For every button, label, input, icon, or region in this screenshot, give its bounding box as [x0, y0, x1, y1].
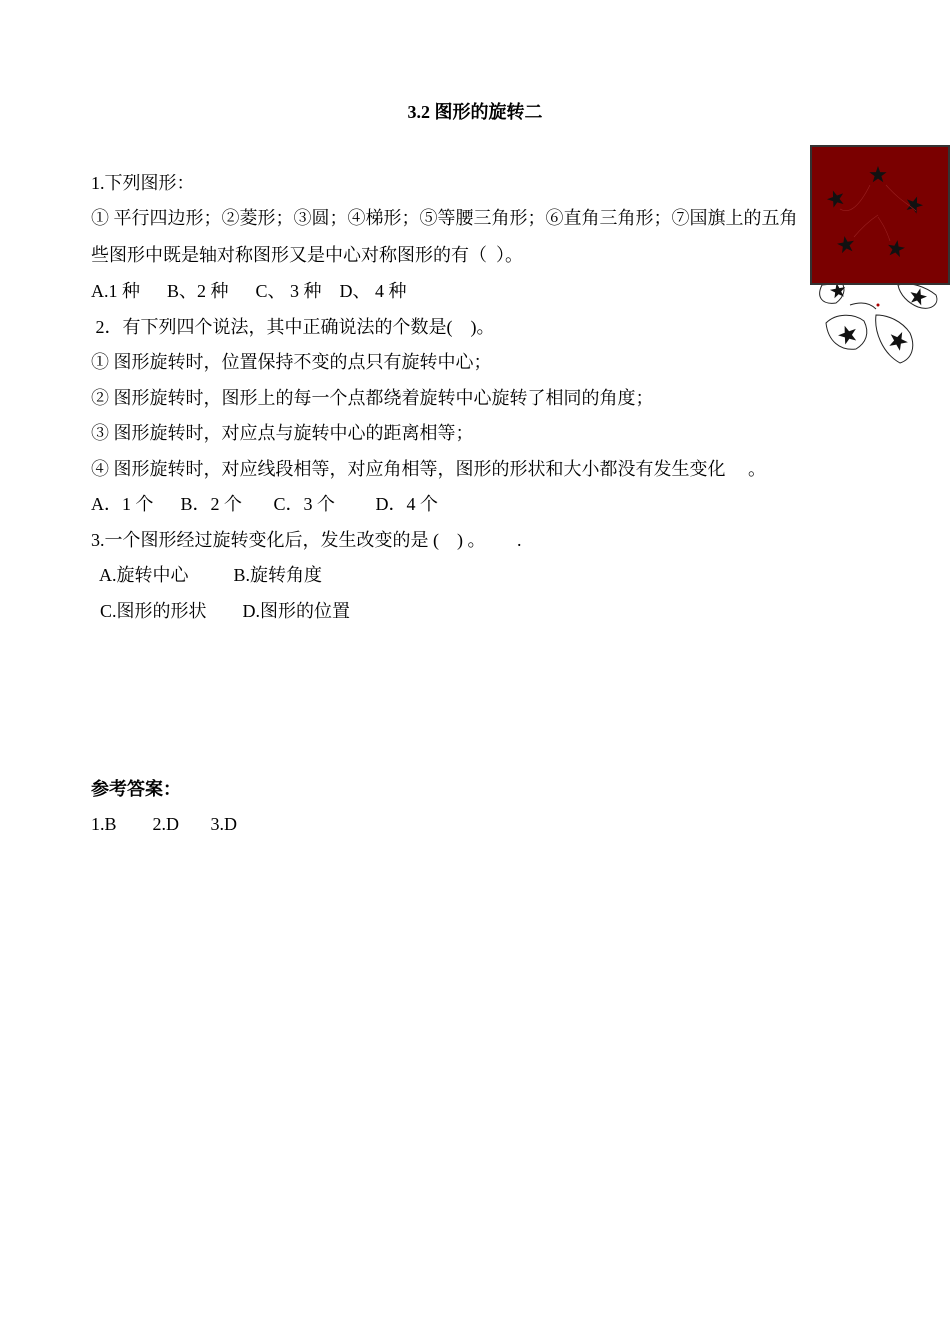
q1-items-line1: ① 平行四边形；②菱形；③圆；④梯形；⑤等腰三角形；⑥直角三角形；⑦国旗上的五角 — [91, 208, 798, 228]
answers-values: 1.B 2.D 3.D — [91, 814, 238, 834]
center-dot — [877, 304, 880, 307]
q1-stem: 1.下列图形： — [91, 173, 195, 193]
q1-items-line2: 些图形中既是轴对称图形又是中心对称图形的有（ ）。 — [91, 245, 523, 265]
answers-heading: 参考答案： — [91, 779, 181, 799]
flag-figure — [810, 145, 950, 369]
flag-figure-svg — [810, 145, 950, 369]
q2-options: A．1 个 B．2 个 C．3 个 D．4 个 — [91, 494, 439, 514]
q2-statement-2: ② 图形旋转时，图形上的每一个点都绕着旋转中心旋转了相同的角度； — [91, 388, 654, 408]
flag-square — [811, 146, 949, 284]
q2-statement-4: ④ 图形旋转时，对应线段相等，对应角相等，图形的形状和大小都没有发生变化 。 — [91, 459, 766, 479]
q2-statement-1: ① 图形旋转时，位置保持不变的点只有旋转中心； — [91, 352, 492, 372]
q3-options-row1: A.旋转中心 B.旋转角度 — [91, 565, 323, 585]
q3-stem: 3.一个图形经过旋转变化后，发生改变的是 ( ) 。 . — [91, 530, 522, 550]
q2-statement-3: ③ 图形旋转时，对应点与旋转中心的距离相等； — [91, 423, 474, 443]
q1-options: A.1 种 B、2 种 C、 3 种 D、 4 种 — [91, 281, 407, 301]
page-title: 3.2 图形的旋转二 — [407, 102, 543, 122]
q3-options-row2: C.图形的形状 D.图形的位置 — [91, 601, 351, 621]
petal-stroke — [850, 303, 876, 309]
q2-stem: 2．有下列四个说法，其中正确说法的个数是( )。 — [91, 317, 495, 337]
